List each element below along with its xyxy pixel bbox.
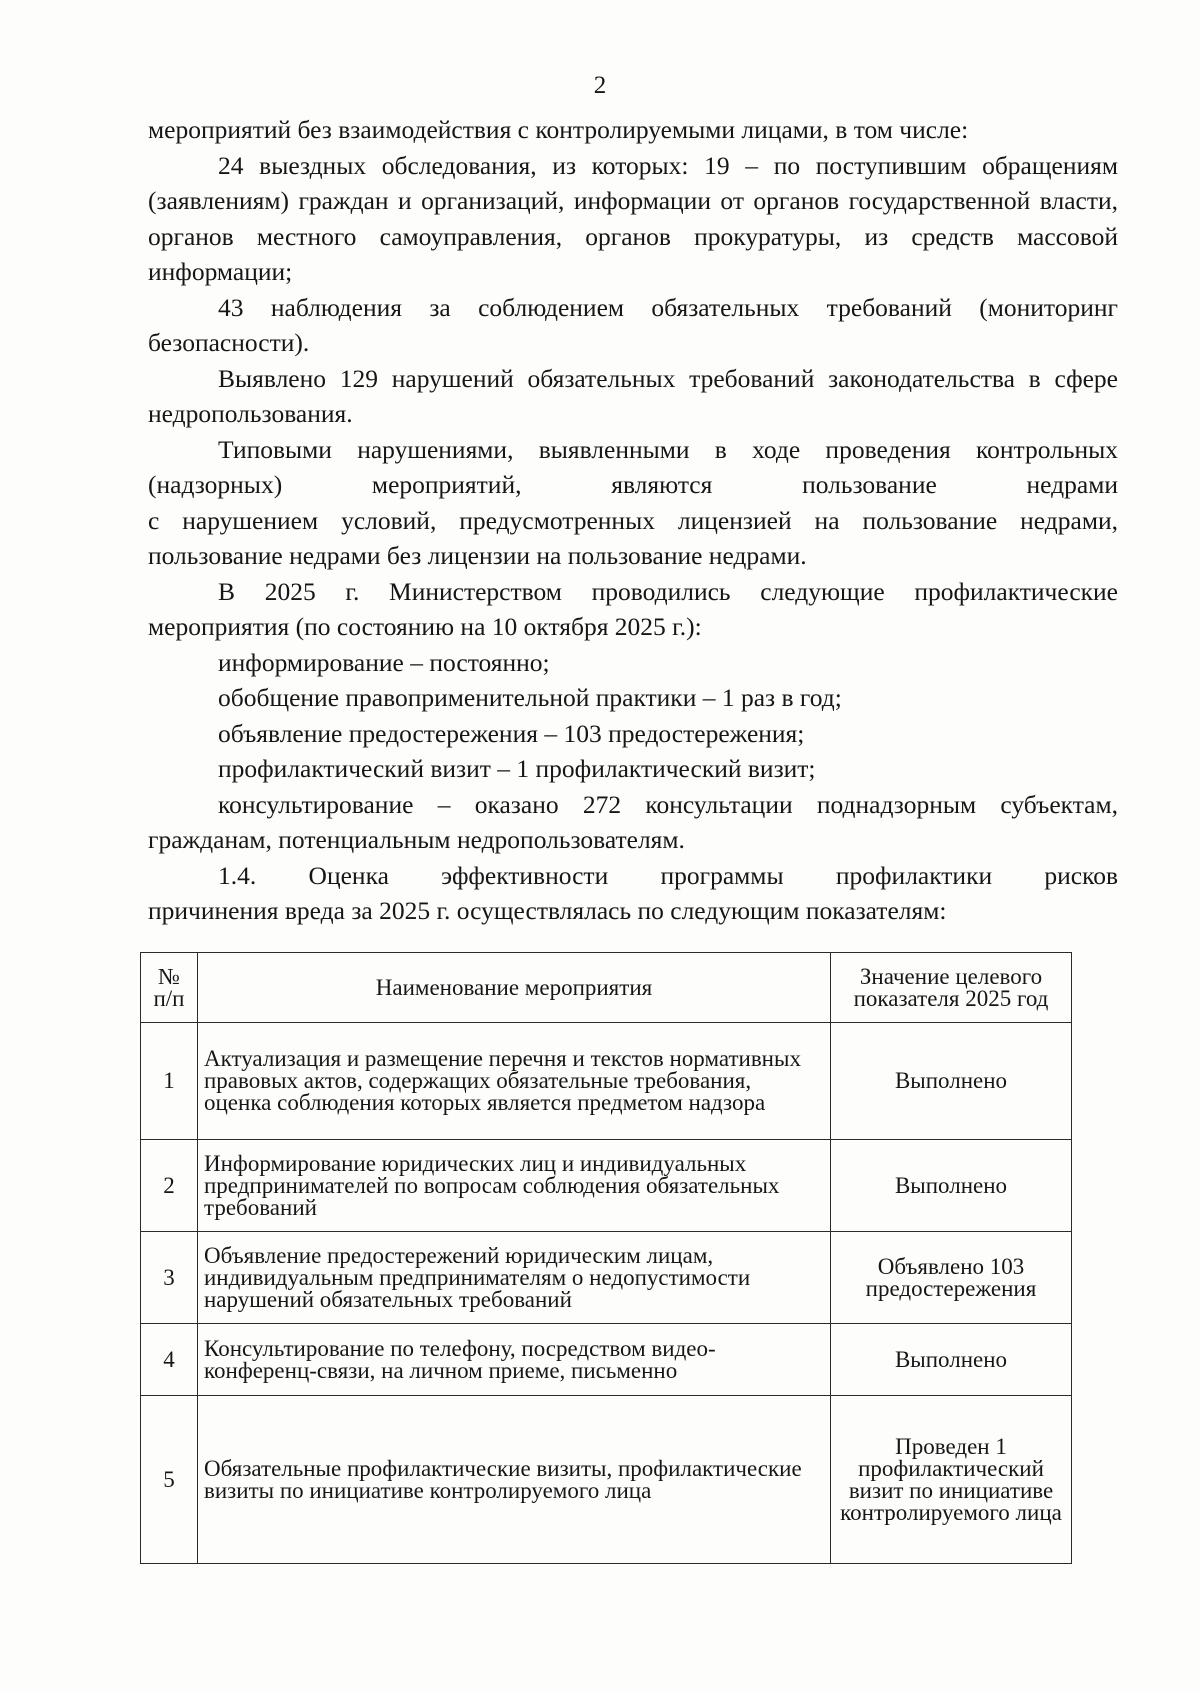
row-name: Объявление предостережений юридическим лицам, индивидуальным предпринимателям о недопустимости нарушений обязательных требований [198,1232,831,1324]
table-row [141,1324,1072,1396]
paragraph-evaluation-cont: причинения вреда за 2025 г. осуществлялась по следующим показателям: [148,896,947,925]
table-row [141,1140,1072,1232]
header-num: № п/п [141,953,198,1023]
body-text [148,112,1118,929]
paragraph-inspections: 24 выездных обследования, из которых: 19 – по поступившим обращениям (заявлениям) граждан и организаций, информации от органов государственной власти, органов местного самоуправления, органов прокуратуры, из средств массовой информации; [148,150,1118,286]
row-value: Объявлено 103 предостережения [831,1232,1072,1324]
row-num: 1 [141,1023,198,1140]
indicators-table [140,952,1072,1564]
table-header-row [141,953,1072,1023]
table-row [141,1232,1072,1324]
page-number: 2 [593,72,607,99]
list-item-informing: информирование – постоянно; [218,647,550,677]
row-num: 2 [141,1140,198,1232]
row-value: Выполнено [831,1140,1072,1232]
row-num: 4 [141,1324,198,1396]
row-num: 3 [141,1232,198,1324]
row-num: 5 [141,1396,198,1564]
paragraph-evaluation: 1.4. Оценка эффективности программы профилактики рисков [218,860,1118,890]
list-item-consulting: консультирование – оказано 272 консультации поднадзорным субъектам, гражданам, потенциальным недропользователям. [148,789,1118,854]
row-value: Выполнено [831,1023,1072,1140]
row-name: Актуализация и размещение перечня и текстов нормативных правовых актов, содержащих обязательные требования, оценка соблюдения которых является предметом надзора [198,1023,831,1140]
paragraph-typical-violations-cont: с нарушением условий, предусмотренных лицензией на пользование недрами, пользование недрами без лицензии на пользование недрами. [148,505,1118,570]
paragraph-preventive-measures: В 2025 г. Министерством проводились следующие профилактические мероприятия (по состоянию на 10 октября 2025 г.): [148,576,1118,641]
row-name: Обязательные профилактические визиты, профилактические визиты по инициативе контролируемого лица [198,1396,831,1564]
table-row [141,1023,1072,1140]
paragraph-observations: 43 наблюдения за соблюдением обязательных требований (мониторинг безопасности). [148,292,1118,357]
paragraph-continuation: мероприятий без взаимодействия с контролируемыми лицами, в том числе: [148,115,969,144]
list-item-generalization: обобщение правоприменительной практики – 1 раз в год; [218,683,842,712]
list-item-warnings: объявление предостережения – 103 предостережения; [218,718,805,748]
list-item-visit: профилактический визит – 1 профилактический визит; [218,754,816,783]
row-name: Информирование юридических лиц и индивидуальных предпринимателей по вопросам соблюдения обязательных требований [198,1140,831,1232]
paragraph-violations-count: Выявлено 129 нарушений обязательных требований законодательства в сфере недропользования. [148,363,1118,428]
row-value: Проведен 1 профилактический визит по инициативе контролируемого лица [831,1396,1072,1564]
header-value: Значение целевого показателя 2025 год [831,953,1072,1023]
row-value: Выполнено [831,1324,1072,1396]
table-row [141,1396,1072,1564]
header-name: Наименование мероприятия [198,953,831,1023]
row-name: Консультирование по телефону, посредством видео-конференц-связи, на личном приеме, письменно [198,1324,831,1396]
paragraph-typical-violations: Типовыми нарушениями, выявленными в ходе проведения контрольных (надзорных) мероприятий, являются пользование недрами [148,434,1118,499]
